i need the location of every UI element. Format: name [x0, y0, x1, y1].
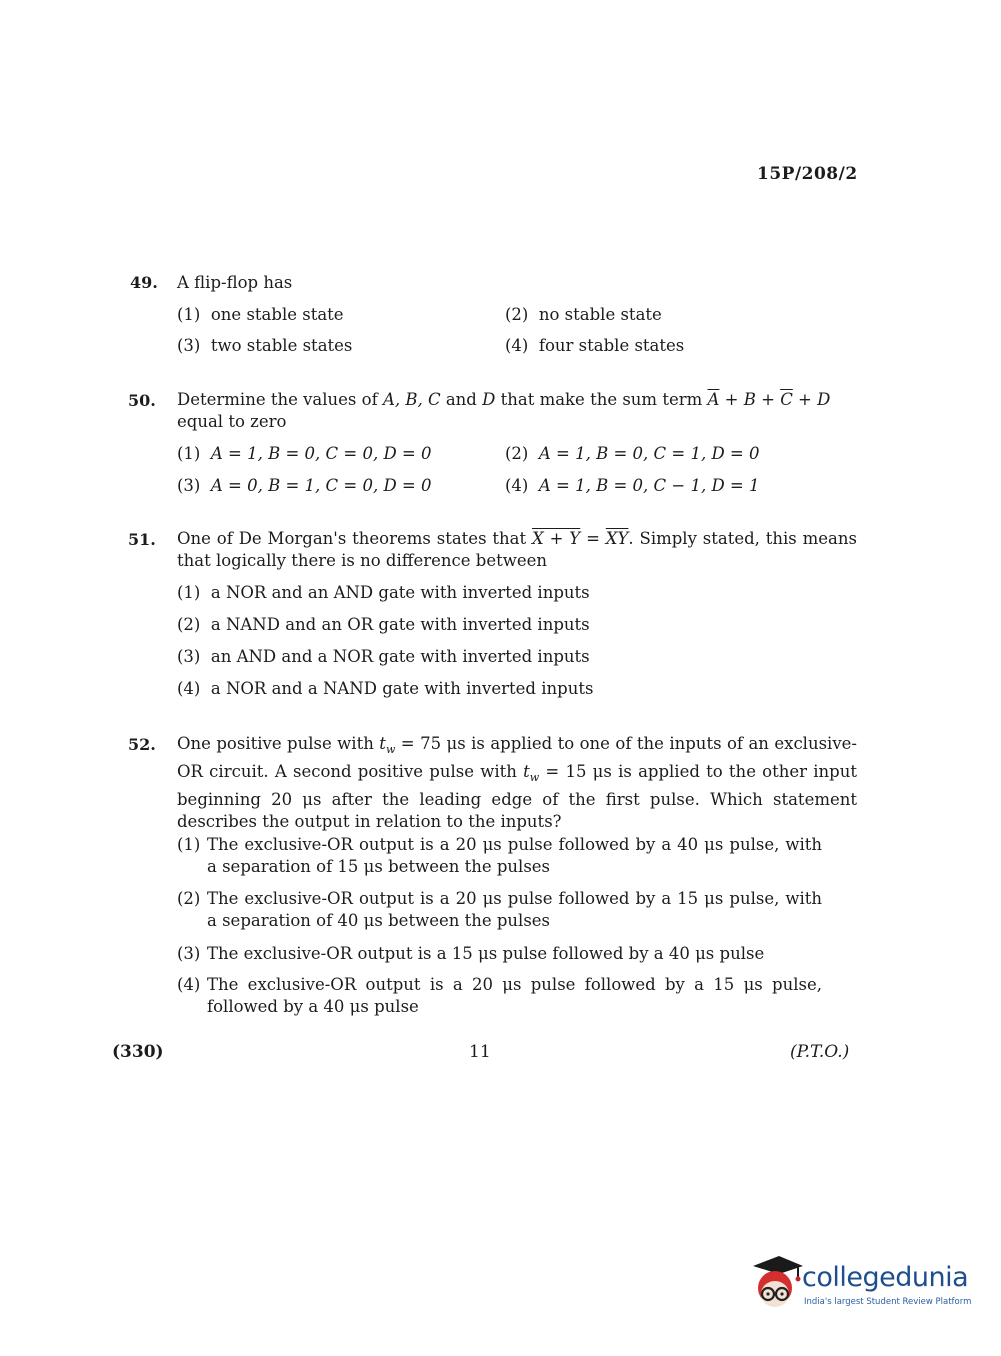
option-4: (4) four stable states — [505, 336, 685, 355]
brand-tagline: India's largest Student Review Platform — [804, 1297, 972, 1307]
mascot-icon — [745, 1250, 805, 1320]
option-3: (3) A = 0, B = 1, C = 0, D = 0 — [177, 476, 432, 495]
option-2: (2) no stable state — [505, 305, 662, 324]
question-number: 49. — [130, 273, 158, 292]
question-number: 50. — [128, 391, 156, 410]
option-1: (1) one stable state — [177, 305, 344, 324]
question-text: Determine the values of A, B, C and D that make the sum term $\overline{A} + B + \overline{C} + D$ equal to zero — [177, 390, 831, 431]
option-1: (1) a NOR and an AND gate with inverted inputs — [177, 583, 590, 602]
option-4: (4) A = 1, B = 0, C − 1, D = 1 — [505, 476, 760, 495]
pto-note: (P.T.O.) — [790, 1042, 850, 1062]
option-1: (1) The exclusive-OR output is a 20 μs pulse followed by a 40 μs pulse, with a separation of 15 μs between the pulses — [177, 835, 822, 876]
option-3: (3) two stable states — [177, 336, 353, 355]
option-4: (4) The exclusive-OR output is a 20 μs pulse followed by a 15 μs pulse, followed by a 40 μs pulse — [177, 975, 822, 1016]
option-3: (3) The exclusive-OR output is a 15 μs pulse followed by a 40 μs pulse — [177, 944, 765, 963]
question-number: 51. — [128, 530, 156, 549]
question-text: One positive pulse with $t_w = 75$ μs is applied to one of the inputs of an exclusive-OR circuit. A second positive pulse with $t_w = 15$ μs is applied to the other input beginning 20 μs after the leading edge of the first pulse. Which statement describes the output in relation to the inputs? — [177, 734, 857, 831]
option-2: (2) a NAND and an OR gate with inverted inputs — [177, 615, 590, 634]
question-text: One of De Morgan's theorems states that $X + Y = \overline{XY}$. Simply stated, this means that logically there is no difference between — [177, 529, 857, 570]
option-2: (2) The exclusive-OR output is a 20 μs pulse followed by a 15 μs pulse, with a separation of 40 μs between the pulses — [177, 889, 822, 930]
question-text: A flip-flop has — [177, 273, 293, 292]
brand-name: collegedunia — [802, 1262, 969, 1293]
brand-logo — [745, 1250, 975, 1320]
footer-code: (330) — [112, 1042, 164, 1062]
question-number: 52. — [128, 735, 156, 754]
page-number: 11 — [469, 1042, 491, 1062]
option-4: (4) a NOR and a NAND gate with inverted inputs — [177, 679, 594, 698]
option-2: (2) A = 1, B = 0, C = 1, D = 0 — [505, 444, 760, 463]
option-3: (3) an AND and a NOR gate with inverted inputs — [177, 647, 590, 666]
option-1: (1) A = 1, B = 0, C = 0, D = 0 — [177, 444, 432, 463]
paper-code: 15P/208/2 — [757, 164, 858, 184]
